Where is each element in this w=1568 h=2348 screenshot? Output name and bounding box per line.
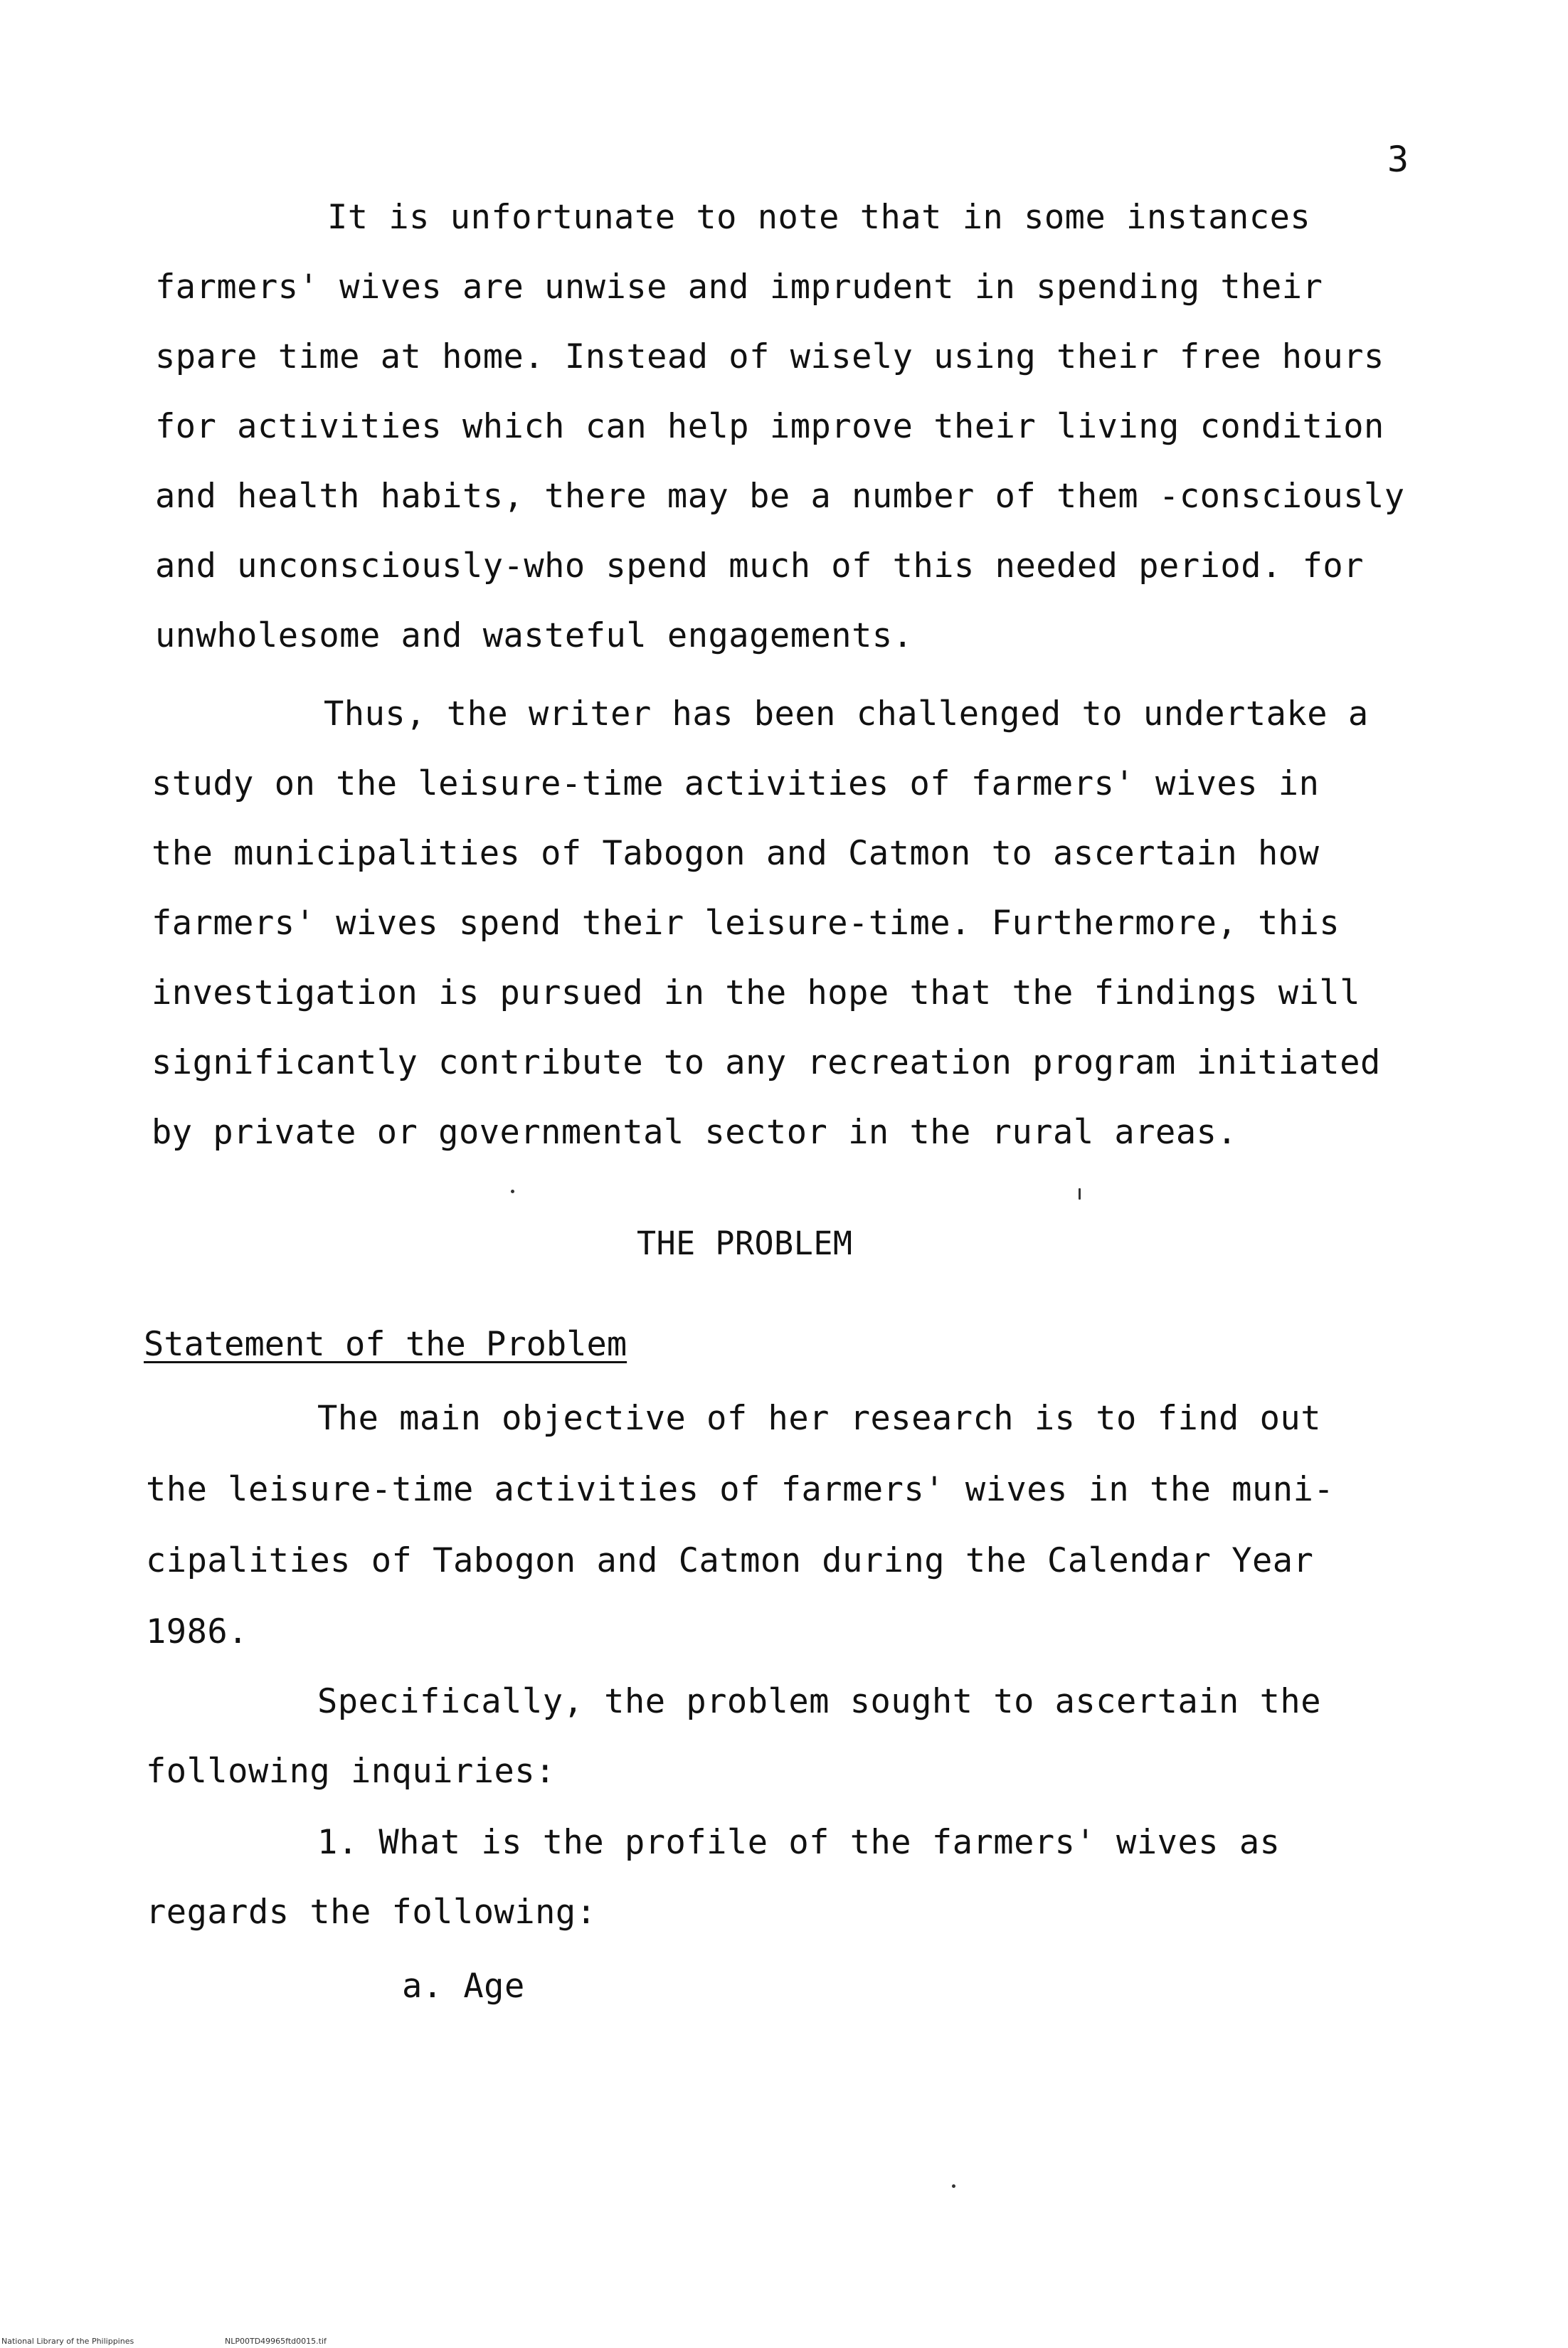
paragraph-1-line-7: unwholesome and wasteful engagements. xyxy=(155,616,913,655)
paragraph-3-line-2: the leisure-time activities of farmers' wives in the muni- xyxy=(146,1470,1335,1509)
paragraph-4-line-2: following inquiries: xyxy=(146,1752,556,1791)
paragraph-3-line-3: cipalities of Tabogon and Catmon during the Calendar Year xyxy=(146,1541,1314,1580)
scan-speck xyxy=(511,1190,514,1193)
paragraph-2-line-3: the municipalities of Tabogon and Catmon to ascertain how xyxy=(152,834,1320,873)
paragraph-1-line-2: farmers' wives are unwise and imprudent in spending their xyxy=(155,268,1323,307)
footer-library: National Library of the Philippines xyxy=(1,2337,134,2346)
list-item-a: a. Age xyxy=(402,1967,525,2006)
paragraph-4-line-1: Specifically, the problem sought to ascertain the xyxy=(317,1682,1322,1721)
paragraph-1-line-4: for activities which can help improve their living condition xyxy=(155,407,1384,446)
scan-speck xyxy=(1079,1188,1081,1200)
section-heading: THE PROBLEM xyxy=(637,1225,853,1262)
paragraph-1-line-5: and health habits, there may be a number of them -consciously xyxy=(155,477,1405,516)
page-number: 3 xyxy=(1387,139,1409,180)
paragraph-2-line-6: significantly contribute to any recreation program initiated xyxy=(152,1043,1381,1082)
paragraph-5-line-2: regards the following: xyxy=(146,1893,597,1932)
scan-speck xyxy=(952,2184,955,2188)
paragraph-2-line-1: Thus, the writer has been challenged to undertake a xyxy=(324,694,1369,734)
paragraph-1-line-1: It is unfortunate to note that in some instances xyxy=(327,198,1311,237)
paragraph-5-line-1: 1. What is the profile of the farmers' wives as xyxy=(317,1823,1281,1862)
paragraph-1-line-3: spare time at home. Instead of wisely using their free hours xyxy=(155,337,1384,376)
paragraph-1-line-6: and unconsciously-who spend much of this needed period. for xyxy=(155,546,1364,586)
paragraph-2-line-5: investigation is pursued in the hope that the findings will xyxy=(152,973,1360,1012)
footer-filename: NLP00TD49965ftd0015.tif xyxy=(225,2337,327,2346)
paragraph-3-line-4: 1986. xyxy=(146,1612,248,1651)
paragraph-2-line-7: by private or governmental sector in the rural areas. xyxy=(152,1113,1238,1152)
paragraph-2-line-2: study on the leisure-time activities of farmers' wives in xyxy=(152,764,1320,803)
subsection-heading: Statement of the Problem xyxy=(144,1325,627,1364)
paragraph-2-line-4: farmers' wives spend their leisure-time. Furthermore, this xyxy=(152,904,1340,943)
paragraph-3-line-1: The main objective of her research is to find out xyxy=(317,1399,1322,1438)
